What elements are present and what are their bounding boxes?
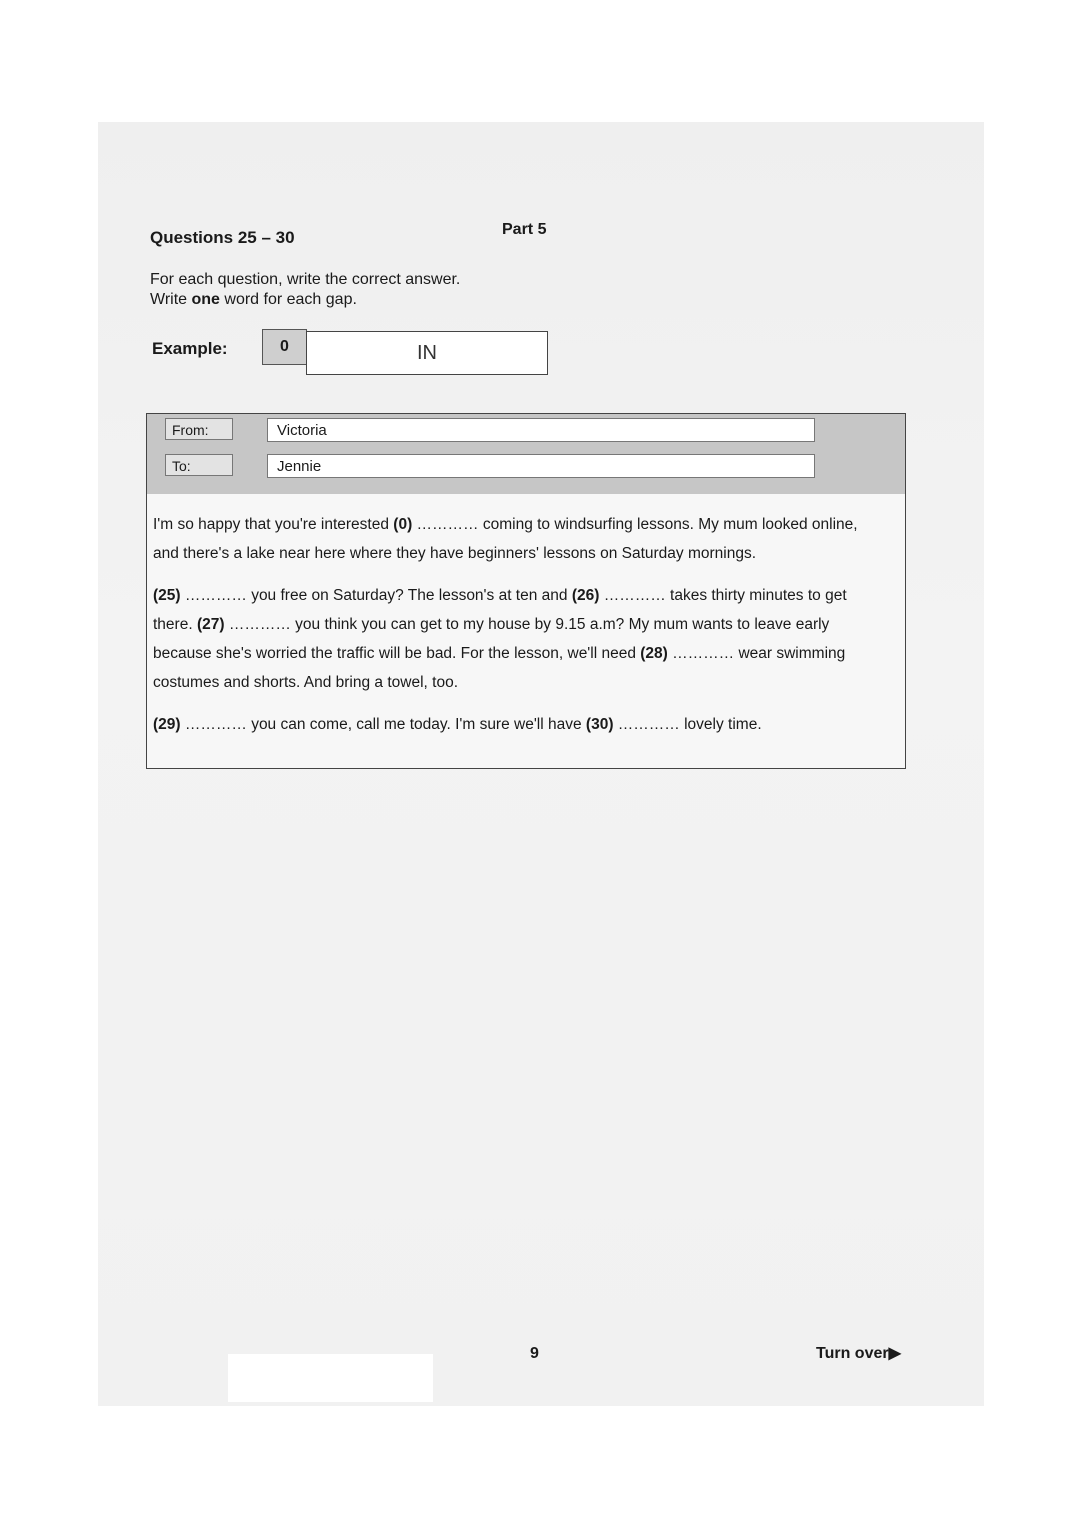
turn-over-label: Turn over▶ <box>816 1345 901 1362</box>
part-title: Part 5 <box>502 221 547 238</box>
text: ………… wear swimming costumes and shorts. And bring a towel, too. <box>153 645 846 691</box>
gap-26: (26) <box>571 587 600 604</box>
text: ………… lovely time. <box>613 716 762 733</box>
example-label: Example: <box>152 339 228 358</box>
page-number: 9 <box>530 1345 539 1362</box>
email-header <box>147 414 905 494</box>
email-paragraph-1 <box>153 510 883 568</box>
instruction-text: Write <box>150 291 192 308</box>
from-field: Victoria <box>267 418 815 442</box>
text: ………… takes thirty minutes to get there. <box>153 587 847 633</box>
text: ………… you can come, call me today. I'm sure we'll have <box>180 716 586 733</box>
email-box <box>146 413 906 769</box>
instruction-emphasis: one <box>191 291 220 308</box>
to-label: To: <box>165 454 233 476</box>
gap-30: (30) <box>585 716 614 733</box>
email-paragraph-3 <box>153 710 883 739</box>
example-answer-box: IN <box>306 331 548 375</box>
questions-title: Questions 25 – 30 <box>150 228 295 247</box>
gap-25: (25) <box>153 587 181 604</box>
redaction-patch <box>228 1354 433 1402</box>
instruction-text: word for each gap. <box>219 291 357 308</box>
gap-0: (0) <box>393 516 413 533</box>
instructions <box>150 270 460 310</box>
gap-28: (28) <box>640 645 668 662</box>
instruction-line-1: For each question, write the correct answer. <box>150 271 461 288</box>
gap-27: (27) <box>196 616 225 633</box>
text: ………… coming to windsurfing lessons. My mum looked online, and there's a lake near here where they have beginners' lessons on Saturday mornings. <box>153 516 858 562</box>
text: ………… you think you can get to my house by 9.15 a.m? My mum wants to leave early because she's worried the traffic will be bad. For the lesson, we'll need <box>153 616 830 662</box>
text: ………… you free on Saturday? The lesson's at ten and <box>180 587 572 604</box>
from-label: From: <box>165 418 233 440</box>
to-field: Jennie <box>267 454 815 478</box>
instruction-line-2 <box>150 290 460 310</box>
example-number-box: 0 <box>262 329 307 365</box>
text: I'm so happy that you're interested <box>153 516 394 533</box>
gap-29: (29) <box>153 716 181 733</box>
email-body <box>153 510 883 752</box>
email-paragraph-2 <box>153 581 883 697</box>
